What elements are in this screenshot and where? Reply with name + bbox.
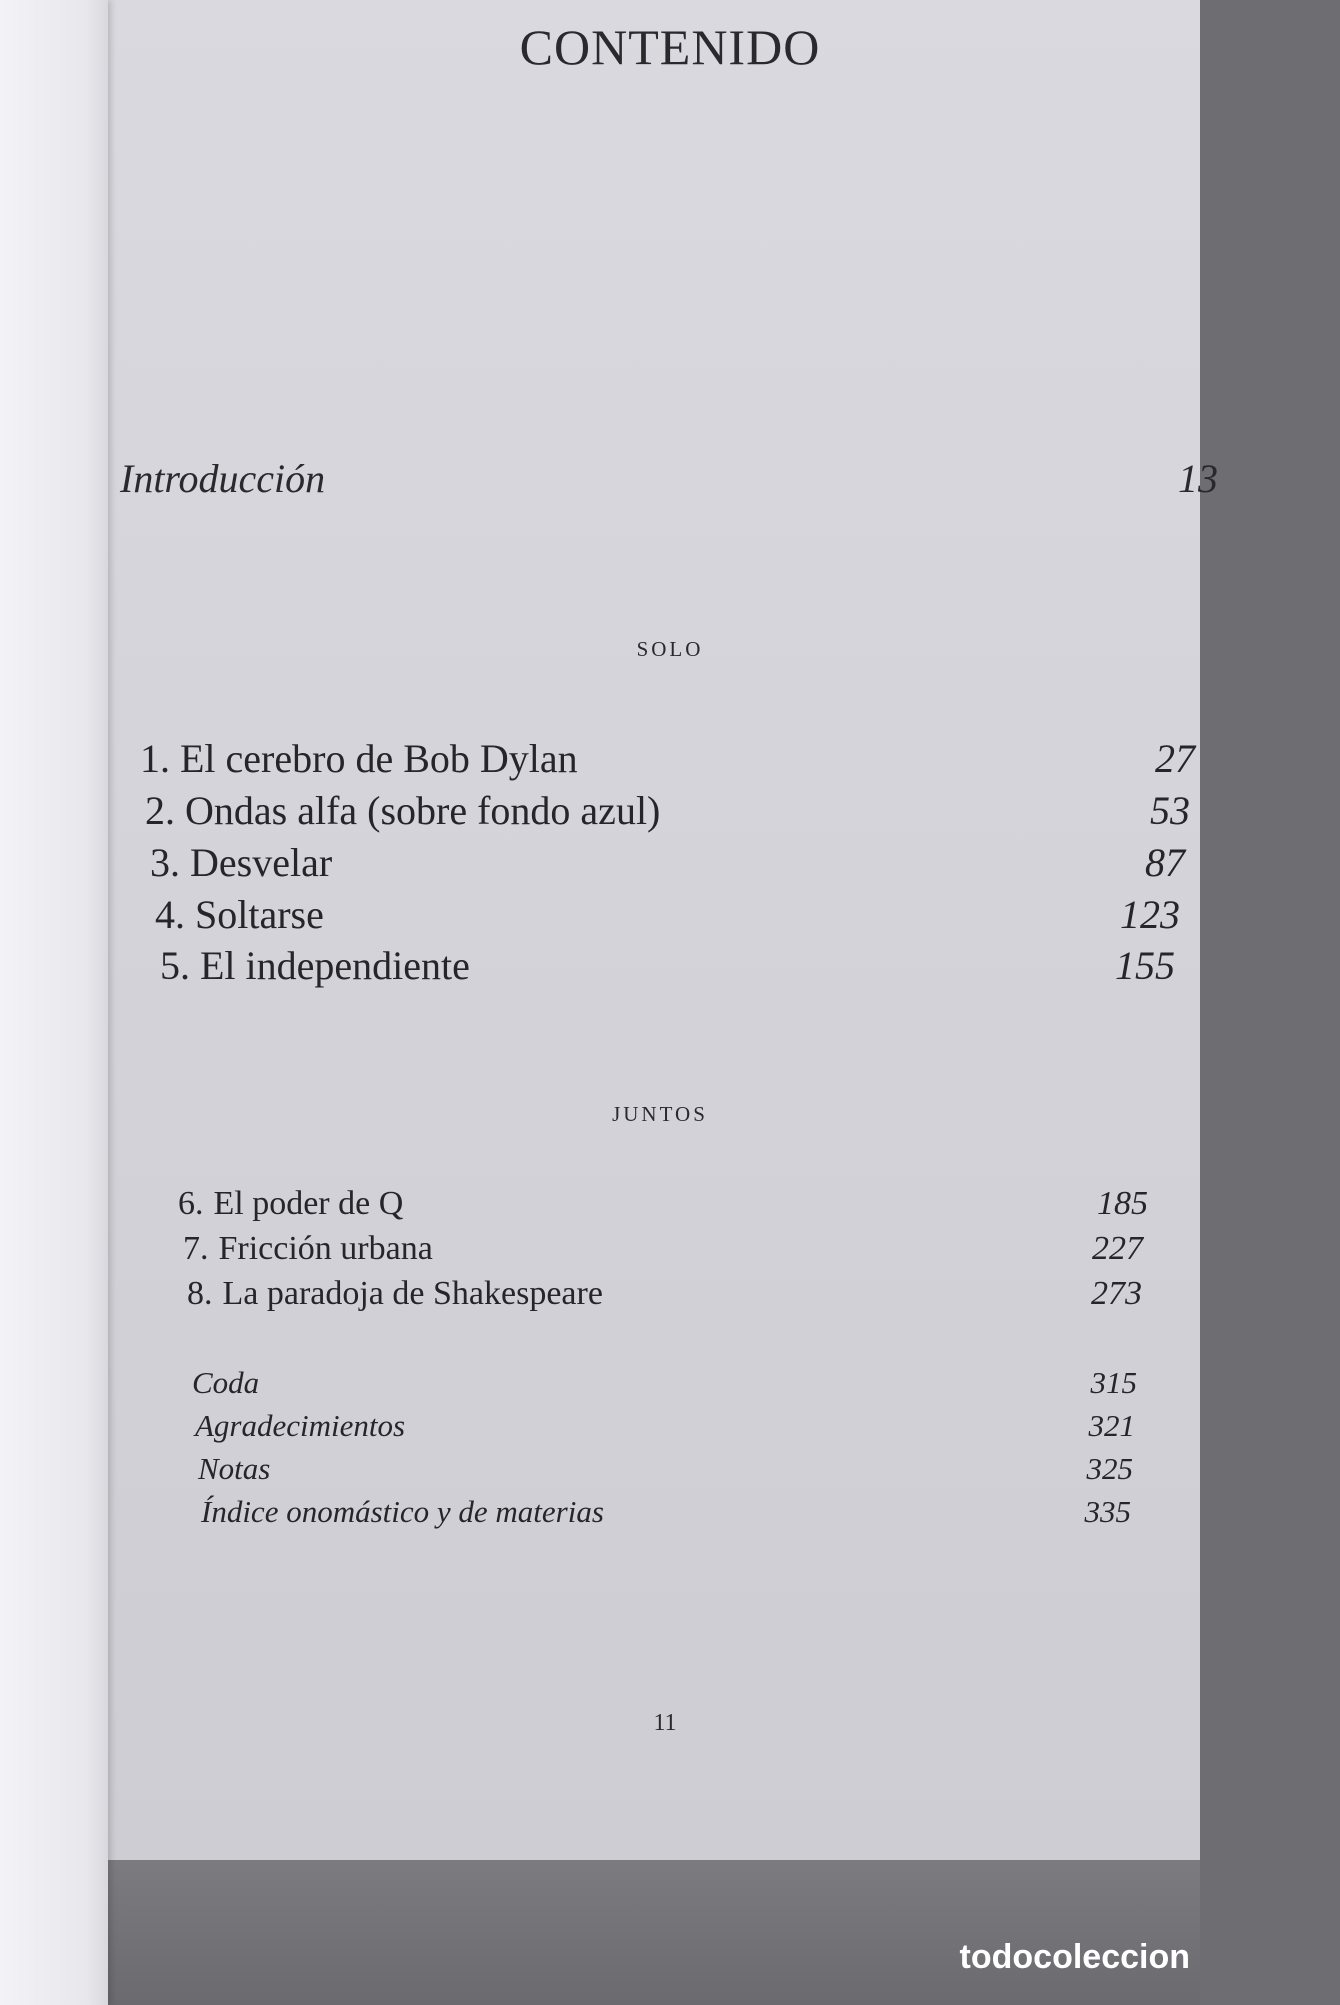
toc-entry bbox=[195, 1408, 1135, 1444]
toc-entry bbox=[201, 1494, 1131, 1530]
watermark: todocoleccion bbox=[959, 1938, 1190, 1976]
toc-entry bbox=[198, 1451, 1133, 1487]
toc-entry-page: 87 bbox=[1145, 840, 1185, 885]
toc-entry bbox=[160, 942, 1175, 989]
toc-entry-title: Coda bbox=[192, 1365, 260, 1400]
toc-entry-title: El independiente bbox=[200, 943, 470, 988]
toc-entry-title: El poder de Q bbox=[213, 1185, 404, 1222]
toc-entry-page: 123 bbox=[1120, 892, 1180, 937]
toc-entry-number: 3. bbox=[150, 840, 180, 885]
toc-entry bbox=[183, 1230, 1143, 1268]
page-title: CONTENIDO bbox=[519, 19, 821, 75]
toc-entry-number: 4. bbox=[155, 892, 185, 937]
toc-entry-title: Soltarse bbox=[195, 892, 324, 937]
toc-entry-label: Introducción bbox=[120, 456, 326, 501]
toc-entry-number: 6. bbox=[178, 1185, 204, 1222]
toc-entry-page: 315 bbox=[1090, 1365, 1137, 1400]
toc-entry-title: Índice onomástico y de materias bbox=[201, 1494, 604, 1529]
toc-entry bbox=[192, 1365, 1137, 1401]
toc-entry-number: 1. bbox=[140, 736, 170, 781]
toc-entry-title: Fricción urbana bbox=[218, 1230, 433, 1267]
toc-entry-page: 335 bbox=[1084, 1494, 1131, 1529]
page-number: 11 bbox=[653, 1710, 677, 1736]
toc-entry bbox=[150, 839, 1185, 886]
toc-entry-page: 227 bbox=[1092, 1230, 1143, 1267]
toc-entry bbox=[178, 1185, 1148, 1223]
toc-entry-page: 185 bbox=[1097, 1185, 1148, 1222]
toc-entry-page: 27 bbox=[1155, 736, 1195, 781]
toc-entry-number: 5. bbox=[160, 943, 190, 988]
toc-entry-number: 7. bbox=[183, 1230, 209, 1267]
toc-entry-number: 2. bbox=[145, 788, 175, 833]
toc-entry-number: 8. bbox=[187, 1275, 213, 1312]
toc-entry-page: 325 bbox=[1086, 1451, 1133, 1486]
background-surface bbox=[0, 1860, 1200, 2005]
toc-entry bbox=[187, 1275, 1142, 1313]
toc-entry-title: Ondas alfa (sobre fondo azul) bbox=[185, 788, 661, 833]
toc-entry-title: Agradecimientos bbox=[195, 1408, 406, 1443]
section-heading: juntos bbox=[612, 1095, 708, 1128]
section-heading: solo bbox=[636, 630, 704, 663]
toc-entry-title: La paradoja de Shakespeare bbox=[222, 1275, 603, 1312]
toc-entry-title: Notas bbox=[198, 1451, 271, 1486]
toc-entry-title: Desvelar bbox=[190, 840, 333, 885]
toc-entry-page: 13 bbox=[1178, 456, 1218, 501]
toc-entry bbox=[145, 787, 1190, 834]
toc-entry bbox=[155, 891, 1180, 938]
toc-entry-page: 273 bbox=[1091, 1275, 1142, 1312]
toc-entry-page: 321 bbox=[1088, 1408, 1135, 1443]
toc-entry-introduction bbox=[120, 455, 1218, 502]
facing-page-edge bbox=[0, 0, 108, 2005]
toc-entry-title: El cerebro de Bob Dylan bbox=[180, 736, 578, 781]
toc-entry-page: 155 bbox=[1115, 943, 1175, 988]
toc-entry bbox=[140, 735, 1195, 782]
toc-entry-page: 53 bbox=[1150, 788, 1190, 833]
